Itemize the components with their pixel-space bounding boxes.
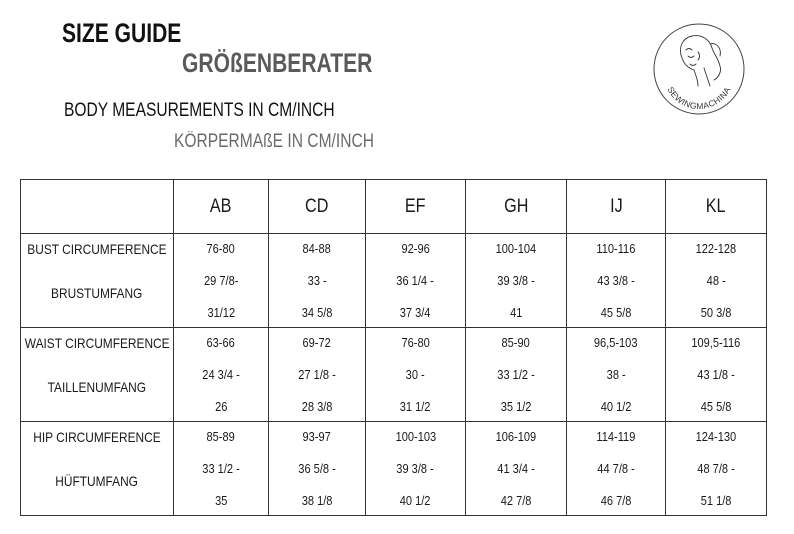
inch-value-from: 36 1/4 - — [396, 272, 435, 288]
inch-value-to: 41 — [509, 304, 523, 320]
cm-value: 110-116 — [596, 240, 636, 256]
row-label-de: TAILLENUMFANG — [47, 378, 147, 395]
cm-value: 100-104 — [495, 240, 537, 256]
cm-value: 93-97 — [302, 428, 332, 444]
row-label-de: BRUSTUMFANG — [51, 284, 143, 301]
inch-value-from: 43 1/8 - — [697, 366, 735, 382]
inch-value-to: 26 — [214, 398, 228, 414]
subtitle: BODY MEASUREMENTS IN CM/INCH — [64, 100, 335, 121]
cm-value: 85-90 — [501, 334, 531, 350]
header-cell-ef: EF — [366, 180, 466, 234]
inch-value-from: 33 1/2 - — [497, 366, 535, 382]
cm-value: 100-103 — [395, 428, 436, 444]
cm-value: 76-80 — [401, 334, 430, 350]
measurement-cell — [466, 234, 567, 328]
measurement-cell — [174, 422, 269, 516]
inch-value-to: 45 5/8 — [700, 398, 732, 414]
header-cell-ab: AB — [174, 180, 269, 234]
size-table — [20, 179, 767, 516]
cm-value: 92-96 — [401, 240, 430, 256]
inch-value-to: 51 1/8 — [700, 492, 732, 508]
row-label-cell — [21, 234, 174, 328]
page-title-german: GRÖßENBERATER — [182, 48, 373, 78]
inch-value-to: 46 7/8 — [600, 492, 632, 508]
page-title: SIZE GUIDE — [62, 18, 182, 48]
inch-value-to: 37 3/4 — [400, 304, 431, 320]
measurement-cell — [567, 234, 666, 328]
inch-value-to: 34 5/8 — [301, 304, 333, 320]
inch-value-from: 48 - — [706, 272, 726, 288]
cm-value: 109,5-116 — [691, 334, 741, 350]
inch-value-from: 33 1/2 - — [202, 460, 240, 476]
row-label-de: HÜFTUMFANG — [55, 472, 139, 489]
row-label-cell — [21, 328, 174, 422]
measurement-cell — [269, 234, 366, 328]
measurement-cell — [466, 328, 567, 422]
cm-value: 63-66 — [206, 334, 236, 350]
inch-value-from: 39 3/8 - — [396, 460, 435, 476]
cm-value: 84-88 — [302, 240, 332, 256]
measurement-cell — [567, 422, 666, 516]
inch-value-from: 44 7/8 - — [597, 460, 635, 476]
inch-value-to: 35 1/2 — [500, 398, 532, 414]
inch-value-from: 38 - — [606, 366, 626, 382]
inch-value-to: 40 1/2 — [400, 492, 431, 508]
subtitle-german: KÖRPERMAßE IN CM/INCH — [174, 131, 374, 152]
measurement-cell — [366, 328, 466, 422]
brand-logo — [652, 22, 746, 116]
measurement-cell — [466, 422, 567, 516]
measurement-cell — [366, 234, 466, 328]
logo-text: SEWINGMACHINA — [665, 84, 733, 112]
cm-value: 69-72 — [302, 334, 332, 350]
header-cell-cd: CD — [269, 180, 366, 234]
header-cell-gh: GH — [466, 180, 567, 234]
inch-value-to: 50 3/8 — [700, 304, 732, 320]
inch-value-from: 48 7/8 - — [697, 460, 735, 476]
inch-value-from: 27 1/8 - — [298, 366, 336, 382]
table-row-bust — [21, 234, 767, 328]
header-cell-ij: IJ — [567, 180, 666, 234]
measurement-cell — [269, 328, 366, 422]
cm-value: 85-89 — [206, 428, 236, 444]
inch-value-to: 31/12 — [207, 304, 235, 320]
inch-value-from: 43 3/8 - — [597, 272, 635, 288]
row-label-cell — [21, 422, 174, 516]
measurement-cell — [174, 328, 269, 422]
measurement-cell — [174, 234, 269, 328]
header-cell-kl: KL — [666, 180, 767, 234]
cm-value: 122-128 — [695, 240, 737, 256]
woman-portrait-icon — [680, 36, 720, 86]
inch-value-to: 42 7/8 — [500, 492, 532, 508]
inch-value-to: 35 — [214, 492, 228, 508]
cm-value: 114-119 — [596, 428, 636, 444]
measurement-cell — [666, 422, 767, 516]
table-row-waist — [21, 328, 767, 422]
cm-value: 76-80 — [206, 240, 236, 256]
measurement-cell — [666, 234, 767, 328]
measurement-cell — [567, 328, 666, 422]
inch-value-from: 33 - — [307, 272, 327, 288]
inch-value-to: 31 1/2 — [400, 398, 431, 414]
inch-value-to: 38 1/8 — [301, 492, 333, 508]
cm-value: 96,5-103 — [594, 334, 638, 350]
inch-value-from: 39 3/8 - — [497, 272, 535, 288]
measurement-cell — [269, 422, 366, 516]
inch-value-from: 41 3/4 - — [497, 460, 535, 476]
cm-value: 124-130 — [695, 428, 737, 444]
row-label-en: WAIST CIRCUMFERENCE — [24, 334, 170, 351]
inch-value-from: 29 7/8- — [203, 272, 239, 288]
inch-value-to: 28 3/8 — [301, 398, 333, 414]
header-cell-empty — [21, 180, 174, 234]
row-label-en: BUST CIRCUMFERENCE — [27, 240, 167, 257]
inch-value-to: 45 5/8 — [600, 304, 632, 320]
cm-value: 106-109 — [495, 428, 537, 444]
inch-value-from: 30 - — [405, 366, 426, 382]
measurement-cell — [666, 328, 767, 422]
inch-value-from: 24 3/4 - — [202, 366, 240, 382]
inch-value-from: 36 5/8 - — [298, 460, 336, 476]
table-row-hip — [21, 422, 767, 516]
row-label-en: HIP CIRCUMFERENCE — [33, 428, 161, 445]
header-row — [21, 180, 767, 234]
measurement-cell — [366, 422, 466, 516]
inch-value-to: 40 1/2 — [600, 398, 632, 414]
